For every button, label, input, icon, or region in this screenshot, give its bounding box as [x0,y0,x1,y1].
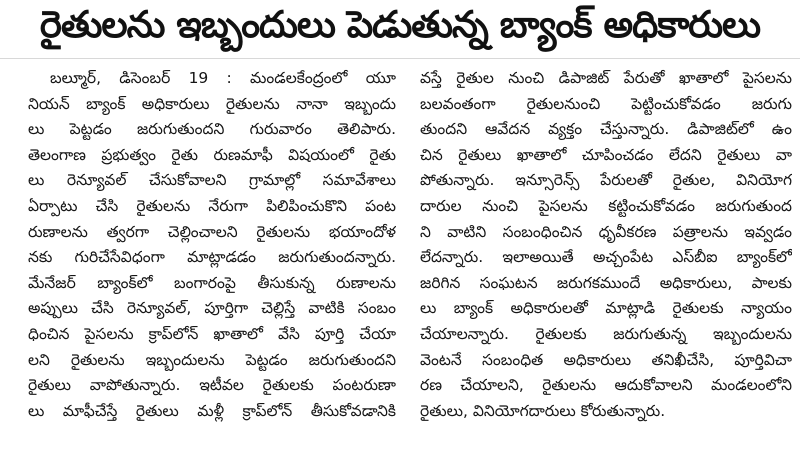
body-line: లు బ్యాంక్ అధికారులతో మాట్లాడి రైతులకు న్యాయం [420,299,792,318]
body-line: లు రెన్యూవల్ చేసుకోవాలని గ్రామాల్లో సమావేశాలు [28,171,396,190]
body-line: దారుల నుంచి పైసలను కట్టించుకోవడం జరుగుతుంద [420,196,792,215]
body-line: మేనేజర్ బ్యాంక్‌లో బంగారంపై తీసుకున్న రుణాలను [28,273,396,292]
body-line: బలవంతంగా రైతులనుంచి పెట్టించుకోవడం జరుగు [420,94,792,113]
body-line: తెలంగాణ ప్రభుత్వం రైతు రుణమాఫీ విషయంలో రైతు [28,145,396,164]
body-line: జరిగిన సంఘటన జరుగకముందే అధికారులు, పాలకు [420,273,792,292]
body-line: చేయాలన్నారు. రైతులకు జరుగుతున్న ఇబ్బందులను [420,324,792,343]
body-line: రణ చేయాలని, రైతులను ఆదుకోవాలని మండలంలోని [420,376,792,395]
body-line: పోతున్నారు. ఇన్సూరెన్స్ పేరులతో రైతుల, వినియోగ [420,171,792,190]
body-line: లేదన్నారు. ఇలాఅయితే అచ్చంపేట ఎస్‌బీఐ బ్యాంక్‌లో [420,248,792,267]
body-line: లని రైతులను ఇబ్బందులను పెట్టడం జరుగుతుందని [28,350,396,369]
body-line: వస్తే రైతుల నుంచి డిపాజిట్ పేరుతో ఖాతాలో పైసలను [420,69,792,87]
body-line: నకు గురిచేసేవిధంగా మాట్లాడడం జరుగుతుందన్నారు. [28,248,396,267]
body-line: రైతులు వాపోతున్నారు. ఇటీవల రైతులకు పంటరుణా [28,376,396,395]
body-line: అప్పులు చేసి రెన్యూవల్, పూర్తిగా చెల్లిస్తే వాటికి సంబం [28,299,396,318]
body-line: రుణాలను త్వరగా చెల్లించాలని రైతులను భయాందోళ [28,222,396,241]
body-line: బల్మూర్, డిసెంబర్ 19 : మండలకేంద్రంలో యూ [50,69,396,87]
body-line: తుందని ఆవేదన వ్యక్తం చేస్తున్నారు. డిపాజిట్‌లో ఉం [420,120,792,139]
body-line: ఏర్పాటు చేసి రైతులను నేరుగా పిలిపించుకొని పంట [28,196,396,215]
article-headline: రైతులను ఇబ్బందులు పెడుతున్న బ్యాంక్ అధికారులు [39,3,761,46]
body-line: లు మాఫీచేస్తే రైతులు మళ్లీ క్రాప్‌లోన్ తీసుకోవడానికి [28,401,396,420]
article-column-left [28,66,396,466]
body-line: నియన్ బ్యాంక్ అధికారులు రైతులను నానా ఇబ్బందు [28,94,396,113]
body-line: చిన రైతులు ఖాతాలో చూపించడం లేదని రైతులు వా [420,145,792,164]
article-column-right [420,66,792,466]
body-line: రైతులు, వినియోగదారులు కోరుతున్నారు. [420,401,666,420]
body-line: ని వాటిని సంబంధించిన ధృవీకరణ పత్రాలను ఇవ్వడం [420,222,792,241]
body-line: లు పెట్టడం జరుగుతుందని గురువారం తెలిపారు. [28,120,396,139]
body-line: వెంటనే సంబంధిత అధికారులు తనిఖీచేసి, పూర్తివిచా [420,350,792,369]
headline-divider [0,58,800,59]
body-line: ధించిన పైసలను క్రాప్‌లోన్ ఖాతాలో వేసి పూర్తి చేయా [28,324,396,343]
